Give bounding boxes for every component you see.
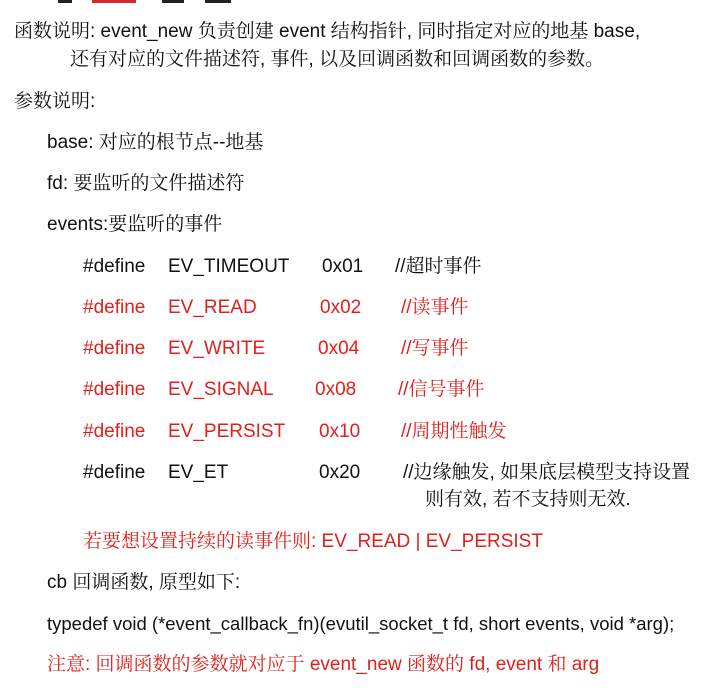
- define-keyword: #define: [83, 462, 146, 483]
- param-fd: fd: 要监听的文件描述符: [47, 173, 245, 194]
- define-value: 0x20: [319, 462, 361, 483]
- define-name: EV_READ: [168, 297, 257, 318]
- cropped-glyph: [205, 0, 231, 3]
- define-keyword: #define: [83, 297, 146, 318]
- cropped-glyph: [162, 0, 184, 3]
- param-base: base: 对应的根节点--地基: [47, 132, 264, 153]
- cropped-glyph: [92, 0, 136, 3]
- cropped-previous-line: [0, 0, 728, 6]
- define-comment: //信号事件: [398, 379, 485, 400]
- define-comment: //超时事件: [395, 256, 482, 277]
- define-keyword: #define: [83, 379, 146, 400]
- define-comment: //边缘触发, 如果底层模型支持设置: [403, 462, 691, 483]
- define-keyword: #define: [83, 421, 146, 442]
- define-comment-continuation: 则有效, 若不支持则无效.: [425, 489, 631, 510]
- define-keyword: #define: [83, 256, 146, 277]
- define-value: 0x01: [322, 256, 364, 277]
- define-value: 0x08: [315, 379, 357, 400]
- typedef-line: typedef void (*event_callback_fn)(evutil_socket_t fd, short events, void *arg);: [47, 613, 675, 634]
- persist-note: 若要想设置持续的读事件则: EV_READ | EV_PERSIST: [83, 531, 543, 552]
- params-heading: 参数说明:: [14, 91, 96, 112]
- define-name: EV_PERSIST: [168, 421, 286, 442]
- define-comment: //读事件: [401, 297, 469, 318]
- define-comment: //写事件: [401, 338, 469, 359]
- define-name: EV_WRITE: [168, 338, 266, 359]
- param-events: events:要监听的事件: [47, 214, 223, 235]
- define-name: EV_SIGNAL: [168, 379, 274, 400]
- define-value: 0x02: [320, 297, 362, 318]
- cb-heading: cb 回调函数, 原型如下:: [47, 572, 241, 593]
- define-name: EV_ET: [168, 462, 229, 483]
- define-name: EV_TIMEOUT: [168, 256, 290, 277]
- define-keyword: #define: [83, 338, 146, 359]
- intro-line-2: 还有对应的文件描述符, 事件, 以及回调函数和回调函数的参数。: [70, 49, 605, 70]
- cropped-glyph: [58, 0, 72, 3]
- define-value: 0x04: [318, 338, 360, 359]
- attention-note: 注意: 回调函数的参数就对应于 event_new 函数的 fd, event 和 arg: [47, 654, 600, 675]
- define-value: 0x10: [319, 421, 361, 442]
- intro-line-1: 函数说明: event_new 负责创建 event 结构指针, 同时指定对应的地基 base,: [14, 21, 641, 42]
- define-comment: //周期性触发: [401, 421, 507, 442]
